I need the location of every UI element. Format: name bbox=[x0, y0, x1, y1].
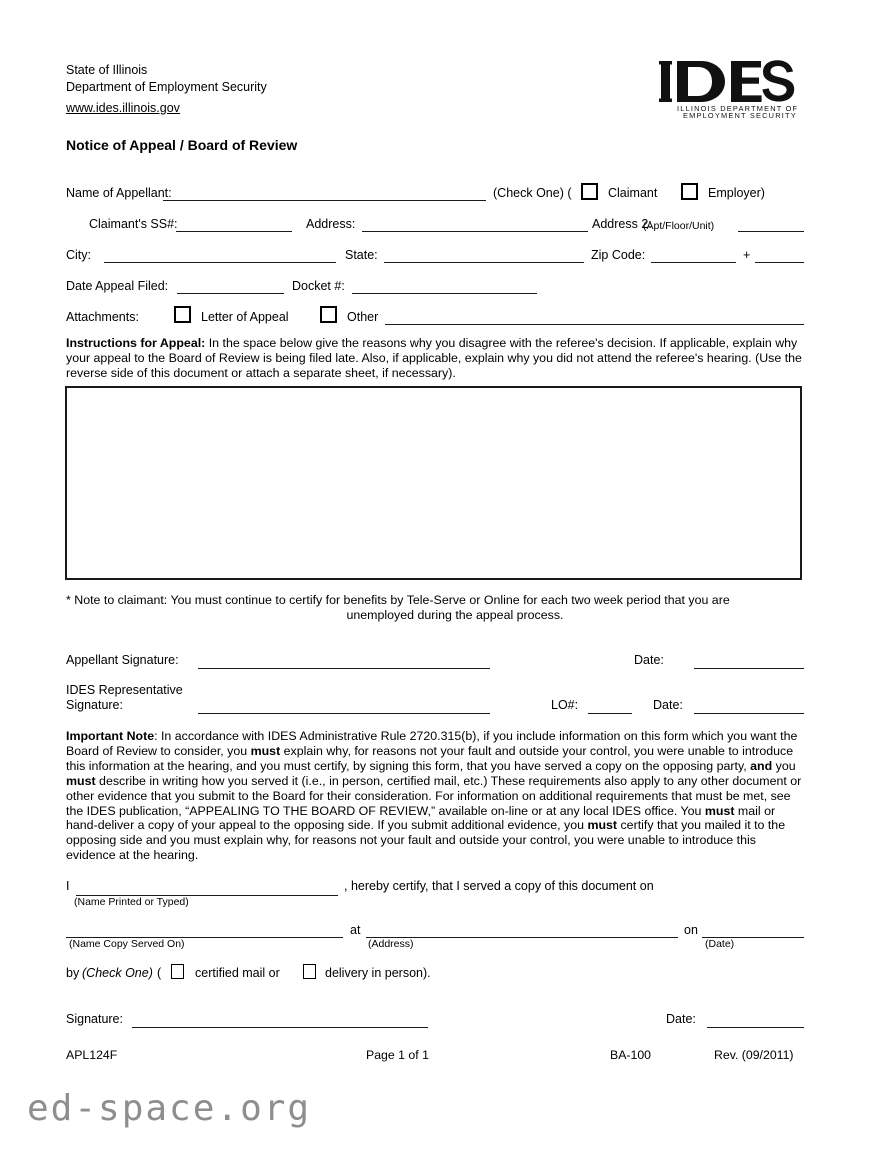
page-title: Notice of Appeal / Board of Review bbox=[66, 137, 298, 153]
instructions-paragraph bbox=[66, 336, 804, 381]
label-check-one-delivery: (Check One) bbox=[82, 966, 153, 980]
label-letter-of-appeal: Letter of Appeal bbox=[201, 310, 289, 324]
note-line-2: unemployed during the appeal process. bbox=[346, 607, 564, 622]
input-date-appeal-filed[interactable] bbox=[177, 293, 284, 294]
input-zip-code[interactable] bbox=[651, 262, 736, 263]
instructions-label: Instructions for Appeal: bbox=[66, 336, 206, 350]
label-ides-representative: IDES Representative bbox=[66, 683, 183, 697]
input-name-of-appellant[interactable] bbox=[163, 200, 486, 201]
important-note-must-3: must bbox=[704, 803, 735, 818]
label-address-2-hint: (Apt/Floor/Unit) bbox=[643, 220, 715, 232]
input-appellant-signature[interactable] bbox=[198, 668, 490, 669]
label-zip-plus: + bbox=[743, 248, 751, 262]
footer-form-code: APL124F bbox=[66, 1048, 118, 1062]
agency-website-link[interactable]: www.ides.illinois.gov bbox=[66, 101, 180, 115]
input-certification-date[interactable] bbox=[707, 1027, 804, 1028]
label-i-word: I bbox=[66, 879, 70, 893]
checkbox-other[interactable] bbox=[320, 306, 337, 323]
label-city: City: bbox=[66, 248, 91, 262]
important-note-must-4: must bbox=[587, 818, 618, 833]
label-address-2: Address 2: bbox=[592, 217, 652, 231]
logo-subtitle-line-1: ILLINOIS DEPARTMENT OF bbox=[677, 104, 799, 113]
instructions-body: In the space below give the reasons why you disagree with the referee's decision. If applicable, explain why your appeal to the Board of Review is being filed late. Also, if applicable, explain why you did not attend the referee's hearing. (Use the reverse side of this document or attach a separate sheet, if necessary). bbox=[66, 336, 802, 380]
input-address-2[interactable] bbox=[738, 231, 804, 232]
ides-logo bbox=[659, 59, 800, 121]
watermark: ed-space.org bbox=[27, 1088, 312, 1129]
label-date-ides: Date: bbox=[653, 698, 683, 712]
label-attachments: Attachments: bbox=[66, 310, 139, 324]
input-claimants-ss[interactable] bbox=[176, 231, 292, 232]
label-certification-signature: Signature: bbox=[66, 1012, 123, 1026]
input-city[interactable] bbox=[104, 262, 336, 263]
hint-name-printed-or-typed: (Name Printed or Typed) bbox=[74, 896, 189, 908]
label-claimants-ss: Claimant's SS#: bbox=[89, 217, 178, 231]
input-state[interactable] bbox=[384, 262, 584, 263]
input-docket[interactable] bbox=[352, 293, 537, 294]
important-note-p1c: you bbox=[772, 758, 796, 773]
agency-name bbox=[66, 62, 267, 96]
label-ides-representative-signature: Signature: bbox=[66, 698, 123, 712]
input-zip-plus4[interactable] bbox=[755, 262, 804, 263]
label-date-appellant: Date: bbox=[634, 653, 664, 667]
label-on-word: on bbox=[684, 923, 698, 937]
checkbox-delivery-in-person[interactable] bbox=[303, 964, 316, 979]
label-appellant-signature: Appellant Signature: bbox=[66, 653, 179, 667]
input-certification-signature[interactable] bbox=[132, 1027, 428, 1028]
logo-subtitle-line-2: EMPLOYMENT SECURITY bbox=[683, 111, 797, 120]
input-date-ides[interactable] bbox=[694, 713, 804, 714]
input-address[interactable] bbox=[362, 231, 588, 232]
label-certified-mail: certified mail or bbox=[195, 966, 280, 980]
note-line-1: * Note to claimant: You must continue to certify for benefits by Tele-Serve or Online for each two week period that you are bbox=[66, 593, 730, 607]
important-note-p1a: : In accordance with IDES Administrative Rule 2720.315(b), if you include information on this form which you want the Board of Review to consider, you bbox=[66, 729, 798, 758]
input-other[interactable] bbox=[385, 324, 804, 325]
input-date-appellant[interactable] bbox=[694, 668, 804, 669]
appeal-reason-textbox[interactable] bbox=[65, 386, 802, 580]
important-note-paragraph bbox=[66, 729, 804, 863]
important-note-and: and bbox=[750, 758, 773, 773]
label-open-paren: ( bbox=[157, 966, 162, 980]
checkbox-claimant[interactable] bbox=[581, 183, 598, 200]
important-note-p1f: certify that you mailed it to the opposing side and you must explain why, for reasons not your fault and outside your control, you were unable to introduce this evidence at the hearing. bbox=[66, 818, 786, 863]
label-claimant: Claimant bbox=[608, 186, 658, 200]
label-check-one: (Check One) ( bbox=[493, 186, 572, 200]
label-other: Other bbox=[347, 310, 379, 324]
checkbox-certified-mail[interactable] bbox=[171, 964, 184, 979]
label-certification-date: Date: bbox=[666, 1012, 696, 1026]
footer-revision: Rev. (09/2011) bbox=[714, 1048, 794, 1062]
label-lo-number: LO#: bbox=[551, 698, 579, 712]
important-note-p1d: describe in writing how you served it (i.e., in person, certified mail, etc.) These requirements also apply to any other document or other evidence that you submit to the Board for their consideration. For information on additional requirements that must be met, see the IDES publication, “APPEALING TO THE BOARD OF REVIEW,” available on-line or at any local IDES office. You bbox=[66, 773, 802, 818]
label-date-appeal-filed: Date Appeal Filed: bbox=[66, 279, 169, 293]
checkbox-employer[interactable] bbox=[681, 183, 698, 200]
label-state: State: bbox=[345, 248, 378, 262]
important-note-must-2: must bbox=[66, 773, 96, 788]
label-docket: Docket #: bbox=[292, 279, 345, 293]
label-by-word: by bbox=[66, 966, 80, 980]
important-note-must-1: must bbox=[250, 743, 281, 758]
hint-served-date: (Date) bbox=[705, 938, 735, 950]
agency-line-1: State of Illinois bbox=[66, 63, 148, 77]
footer-page-number: Page 1 of 1 bbox=[366, 1048, 429, 1062]
label-delivery-in-person: delivery in person). bbox=[325, 966, 431, 980]
checkbox-letter-of-appeal[interactable] bbox=[174, 306, 191, 323]
important-note-label: Important Note bbox=[66, 729, 155, 743]
label-address: Address: bbox=[306, 217, 356, 231]
input-lo-number[interactable] bbox=[588, 713, 632, 714]
label-hereby-certify: , hereby certify, that I served a copy of this document on bbox=[344, 879, 654, 893]
agency-line-2: Department of Employment Security bbox=[66, 80, 267, 94]
input-ides-representative-signature[interactable] bbox=[198, 713, 490, 714]
hint-served-address: (Address) bbox=[368, 938, 414, 950]
footer-doc-code: BA-100 bbox=[610, 1048, 652, 1062]
hint-name-copy-served-on: (Name Copy Served On) bbox=[69, 938, 185, 950]
label-name-of-appellant: Name of Appellant: bbox=[66, 186, 172, 200]
label-employer: Employer) bbox=[708, 186, 765, 200]
label-zip-code: Zip Code: bbox=[591, 248, 646, 262]
important-note-p1b: explain why, for reasons not your fault and outside your control, you were unable to introduce this information at the hearing, and you must certify, by signing this form, that you have served a copy on the opposing party, bbox=[66, 743, 794, 773]
important-note-p1e: mail or hand-deliver a copy of your appeal to the opposing side. If you submit additional evidence, you bbox=[66, 803, 776, 833]
note-to-claimant bbox=[66, 593, 804, 623]
label-at-word: at bbox=[350, 923, 361, 937]
